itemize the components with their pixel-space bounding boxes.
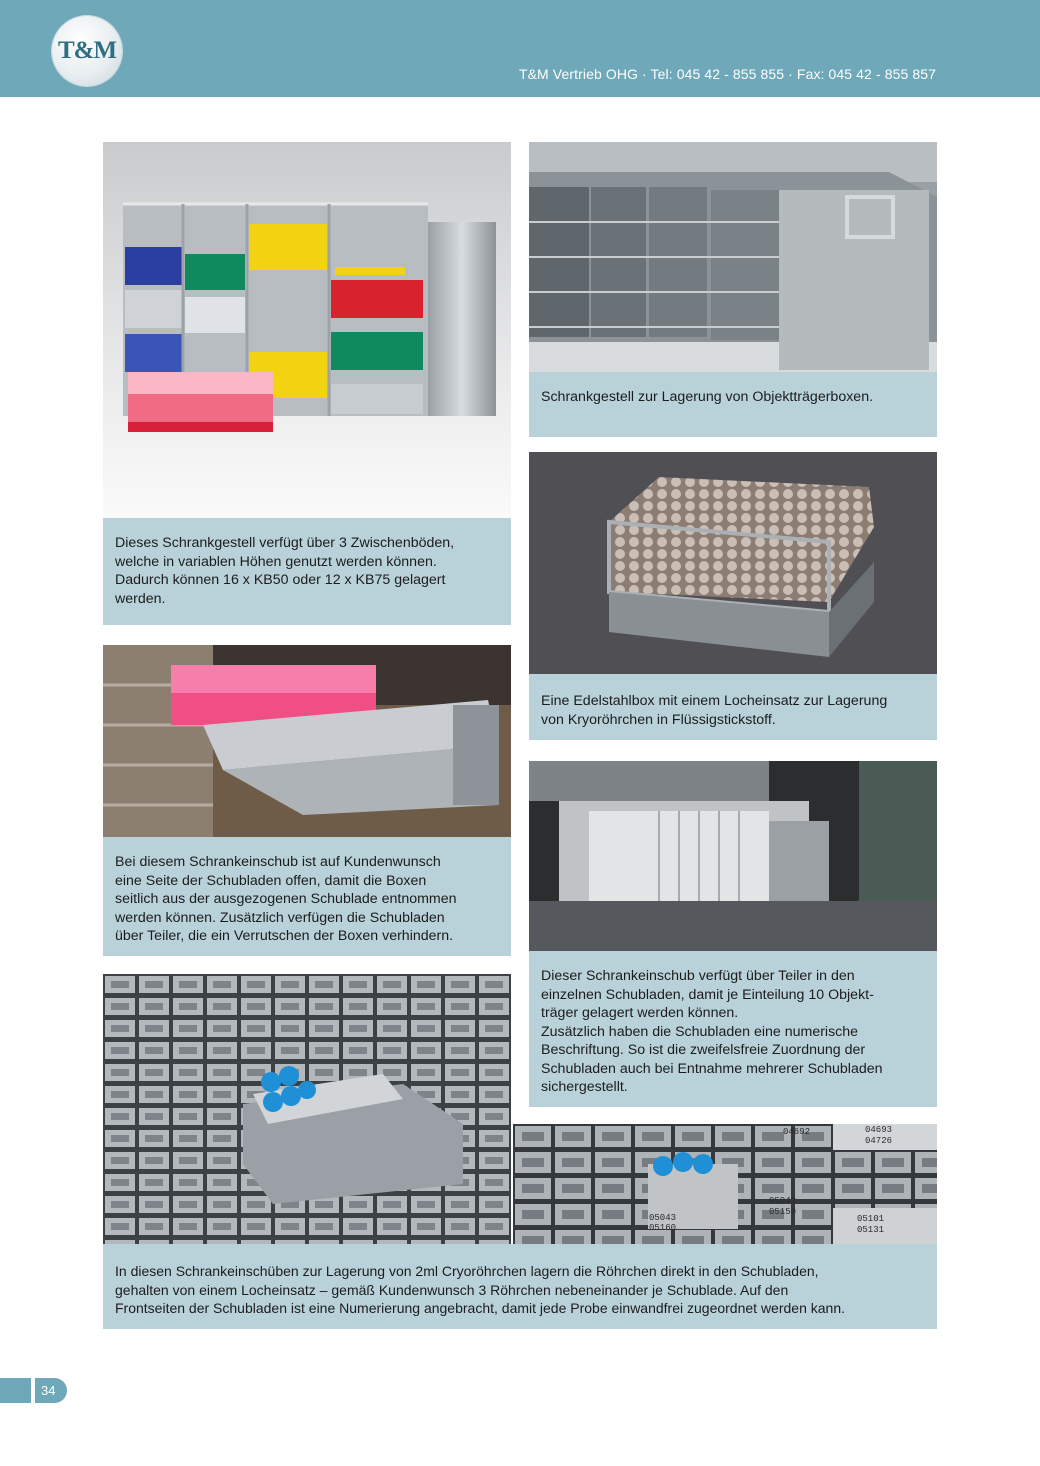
caption-line: von Kryoröhrchen in Flüssigstickstoff. — [541, 711, 776, 728]
caption-line: In diesen Schrankeinschüben zur Lagerung von 2ml Cryoröhrchen lagern die Röhrchen direkt in den Schubladen, — [115, 1263, 819, 1279]
drawer-number: 04693 — [865, 1125, 893, 1135]
drawer-number: 05043 — [649, 1213, 677, 1223]
photo-steel-box-grid — [529, 452, 937, 674]
contact-line: T&M Vertrieb OHG · Tel: 045 42 - 855 855 · Fax: 045 42 - 855 857 — [518, 66, 936, 82]
drawer-number: 05042 — [769, 1196, 797, 1206]
caption-line: gehalten von einem Locheinsatz – gemäß Kundenwunsch 3 Röhrchen nebeneinander je Schublade. Auf den — [115, 1281, 789, 1298]
caption-cryo-drawers — [103, 1244, 937, 1329]
drawer-number: 05101 — [857, 1214, 885, 1224]
page-header — [0, 0, 1040, 97]
caption-line: werden können. Zusätzlich verfügen die Schubladen — [115, 909, 445, 926]
photo-rack-colored-boxes — [103, 142, 511, 518]
caption-steel-box — [529, 674, 937, 740]
drawer-number: 05131 — [857, 1225, 885, 1235]
caption-rack-intermediate-shelves — [103, 518, 511, 625]
logo-text: T&M — [57, 37, 117, 64]
caption-line: Dieses Schrankgestell verfügt über 3 Zwischenböden, — [115, 535, 455, 551]
drawer-number: 04726 — [865, 1136, 893, 1146]
photo-cryo-drawers-numbered — [513, 1124, 937, 1244]
photo-slide-box-rack — [529, 142, 937, 372]
caption-line: Schubladen auch bei Entnahme mehrerer Schubladen — [541, 1060, 883, 1077]
caption-line: träger gelagert werden können. — [541, 1005, 739, 1021]
caption-slide-box-rack — [529, 372, 937, 437]
caption-line: über Teiler, die ein Verrutschen der Boxen verhindern. — [115, 928, 454, 944]
drawer-number: 04692 — [783, 1127, 811, 1137]
drawer-number: 05160 — [649, 1223, 677, 1233]
photo-open-side-drawer — [103, 645, 511, 837]
caption-line: Beschriftung. So ist die zweifelsfreie Zuordnung der — [541, 1042, 866, 1058]
caption-line: Zusätzlich haben die Schubladen eine numerische — [541, 1023, 859, 1040]
photo-slide-divider-drawer — [529, 761, 937, 951]
caption-line: eine Seite der Schubladen offen, damit die Boxen — [115, 872, 427, 889]
page-number-bar — [0, 1378, 31, 1403]
caption-line: Bei diesem Schrankeinschub ist auf Kundenwunsch — [115, 854, 441, 870]
caption-open-side-drawer — [103, 837, 511, 956]
drawer-number: 05150 — [769, 1207, 797, 1217]
photo-cryo-drawers-angle — [103, 974, 511, 1244]
caption-line: welche in variablen Höhen genutzt werden können. — [115, 553, 437, 570]
company-logo — [52, 16, 122, 86]
caption-line: Schrankgestell zur Lagerung von Objektträgerboxen. — [541, 389, 874, 405]
caption-line: Eine Edelstahlbox mit einem Locheinsatz zur Lagerung — [541, 693, 888, 709]
caption-line: seitlich aus der ausgezogenen Schublade entnommen — [115, 891, 457, 907]
caption-line: Dadurch können 16 x KB50 oder 12 x KB75 gelagert — [115, 572, 446, 588]
caption-line: werden. — [115, 590, 166, 607]
caption-line: sichergestellt. — [541, 1079, 628, 1095]
page-number: 34 — [35, 1378, 67, 1403]
caption-line: Frontseiten der Schubladen ist eine Numerierung angebracht, damit jede Probe einwandfrei zugeordnet werden kann. — [115, 1300, 846, 1316]
caption-line: Dieser Schrankeinschub verfügt über Teiler in den — [541, 968, 855, 984]
caption-line: einzelnen Schubladen, damit je Einteilung 10 Objekt- — [541, 986, 874, 1003]
caption-slide-divider-drawer — [529, 951, 937, 1107]
